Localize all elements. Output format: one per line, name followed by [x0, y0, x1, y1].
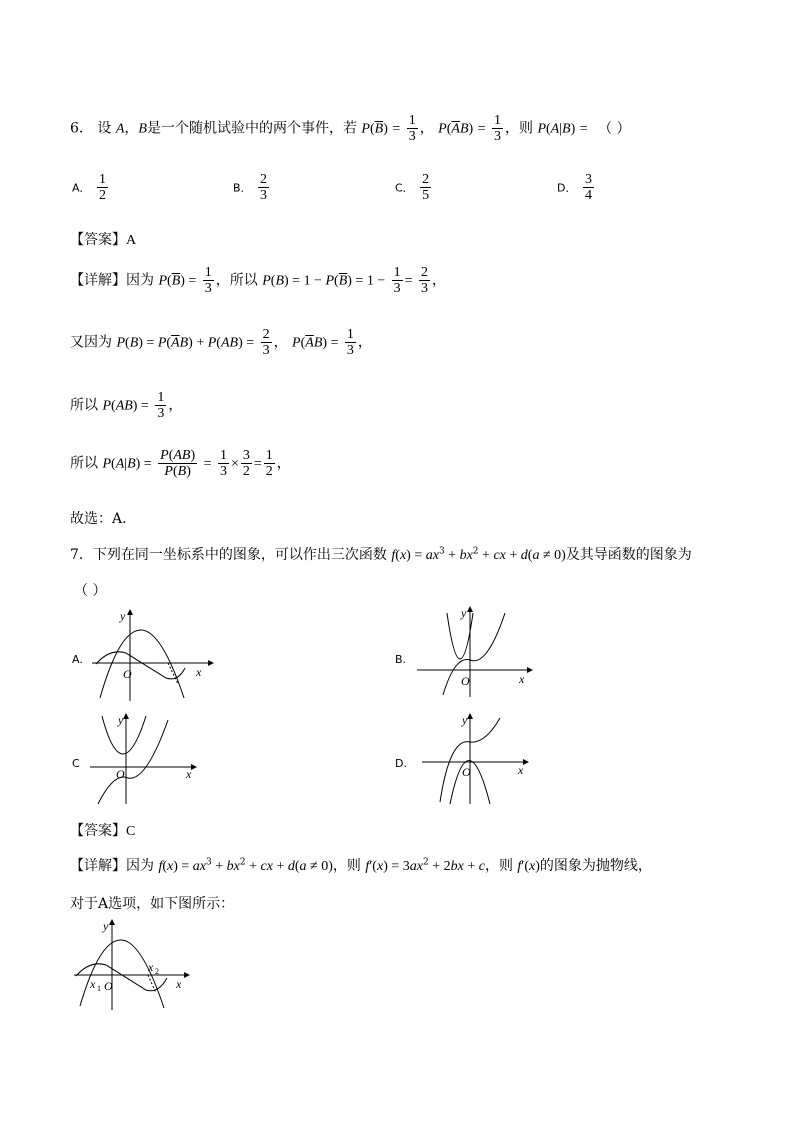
q7-option-c-label[interactable]: C: [72, 757, 80, 770]
q7-graph-b[interactable]: [415, 605, 535, 700]
q6-detail-line3: 所以 P(AB) = $\frac{1}{3}$ ，: [70, 390, 183, 421]
graph-a-origin: O: [123, 667, 132, 681]
q7-option-a-label[interactable]: A.: [72, 653, 83, 666]
q7-detail-line2: 对于A选项，如下图所示：: [70, 896, 235, 912]
q6-detail-line2: 又因为 $P(B) = P(\overline{A}B) + P(AB)$ = $\frac{2}{3}$ ， $P(\overline{A}B)$ = $\frac{1}{3}$ ，: [70, 327, 372, 358]
svg-text:2: 2: [155, 967, 159, 976]
q7-graph-a[interactable]: [90, 608, 215, 703]
q6-number: 6．: [70, 120, 93, 137]
q6-option-b[interactable]: B． $\frac{2}{3}$: [233, 172, 267, 203]
q7-stem: 7．下列在同一坐标系中的图象，可以作出三次函数 $f(x) = ax^3 + bx^2$ + cx + d(a ≠ 0)及其导函数的图象为: [70, 546, 692, 563]
graph-a-x-label: x: [196, 665, 202, 679]
svg-text:x: x: [90, 977, 96, 991]
q7-graph-d[interactable]: [420, 712, 535, 807]
q7-detail-line1: 【详解】因为 $f(x) = ax^3 + bx^2$ + cx + d(a ≠ 0)，则 $f'(x) = 3ax^2 + 2bx + c$，则 f′(x)的图象为抛物线，: [70, 857, 652, 874]
q7-answer: 【答案】C: [70, 823, 136, 839]
q6-answer-paren: （ ）: [598, 120, 631, 137]
svg-text:O: O: [462, 765, 471, 779]
q6-detail-line1: 【详解】因为 $P(\overline{B})$ = $\frac{1}{3}$ ，所以 $P(B) = 1 - P(\overline{B}) = 1$ − $\frac{1}{3}$ = $\frac{2}{3}$ ，: [70, 265, 447, 296]
svg-text:y: y: [118, 713, 124, 727]
q6-option-d[interactable]: D． $\frac{3}{4}$: [557, 172, 592, 203]
q7-option-b-label[interactable]: B.: [395, 653, 407, 666]
svg-text:x: x: [186, 767, 192, 781]
q6-detail-line4: 所以 P(A|B) = $\frac{P(AB)}{P(B)}$ = $\frac{1}{3}$ × $\frac{3}{2}$ = $\frac{1}{2}$ ，: [70, 448, 291, 479]
q7-option-d-label[interactable]: D.: [395, 757, 407, 770]
q7-number: 7．: [70, 547, 93, 563]
q7-graph-c[interactable]: [88, 712, 203, 807]
q6-stem: 6． 设 A，B是一个随机试验中的两个事件，若 $P(\overline{B})$ = $\frac{1}{3}$ ， $P(\overline{A}B)$ = $\frac{1}{3}$ ，则 P(A|B) = （ ）: [70, 113, 631, 144]
q6-answer: 【答案】A: [70, 232, 137, 248]
q6-conclusion: 故选：A．: [70, 511, 137, 527]
svg-text:x: x: [176, 977, 182, 991]
svg-text:x: x: [518, 763, 524, 777]
q6-option-c[interactable]: C． $\frac{2}{5}$: [395, 172, 430, 203]
graph-a-y-label: y: [120, 609, 126, 623]
svg-text:x: x: [148, 960, 154, 974]
q7-analysis-graph: [72, 918, 197, 1013]
svg-text:O: O: [116, 767, 125, 781]
svg-text:x: x: [519, 672, 525, 686]
svg-text:O: O: [104, 979, 113, 993]
svg-text:y: y: [462, 713, 468, 727]
svg-text:y: y: [103, 919, 109, 933]
svg-text:1: 1: [97, 984, 101, 993]
svg-text:O: O: [461, 674, 470, 688]
svg-text:y: y: [461, 606, 467, 620]
q6-option-a[interactable]: A． $\frac{1}{2}$: [72, 172, 106, 203]
q7-answer-paren: （ ）: [74, 583, 107, 599]
